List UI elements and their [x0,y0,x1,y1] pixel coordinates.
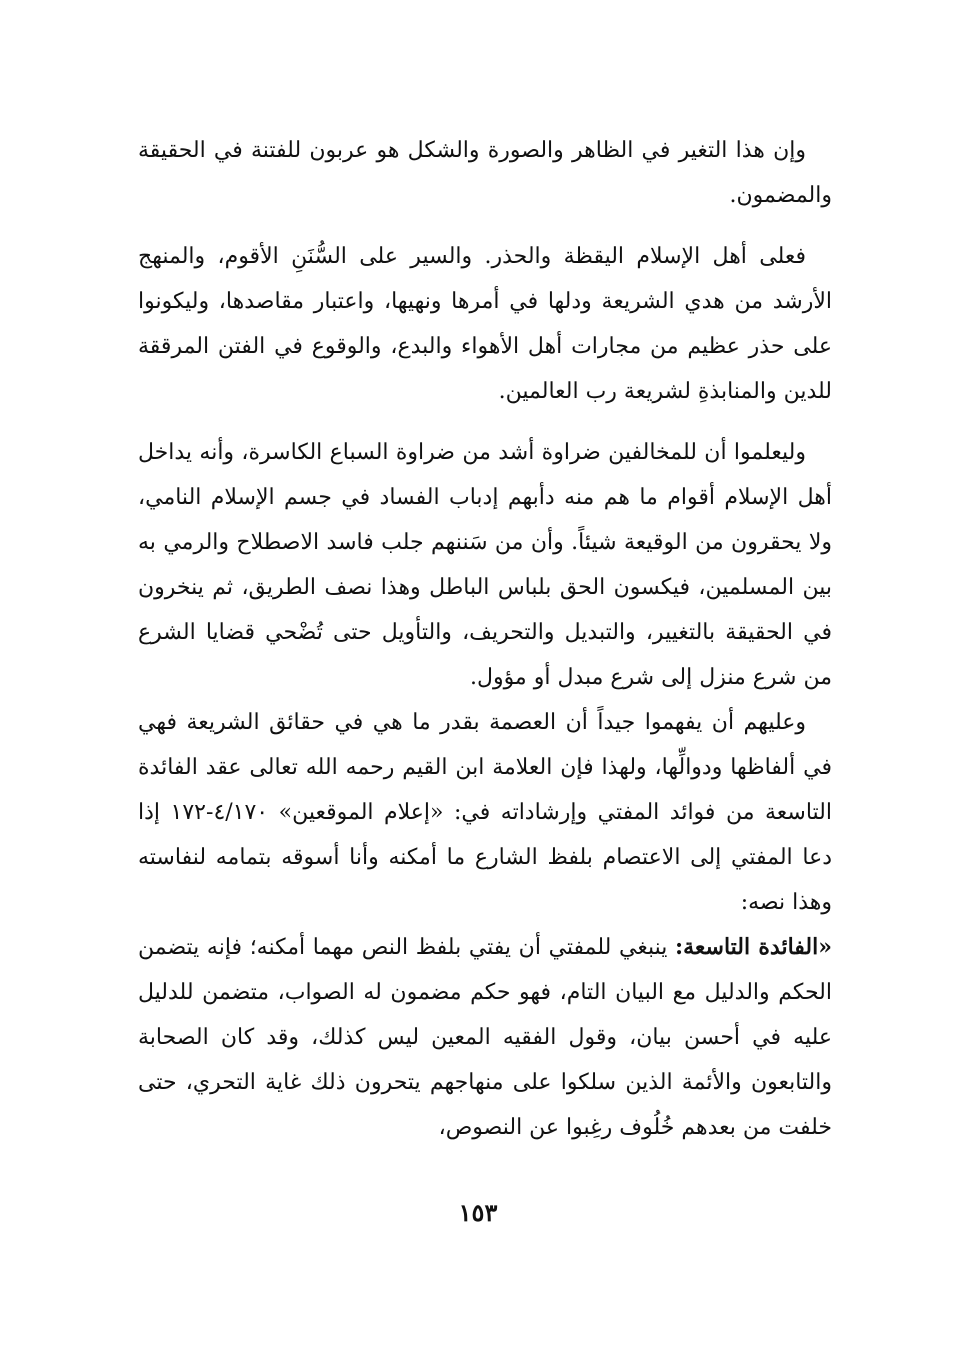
page-number: ١٥٣ [458,1198,498,1227]
quote-heading: «الفائدة التاسعة: [674,934,832,960]
quote-text: ينبغي للمفتي أن يفتي بلفظ النص مهما أمكنه؛ فإنه يتضمن الحكم والدليل مع البيان التام، فهو حكم مضمون له الصواب، متضمن للدليل عليه في أحسن بيان، وقول الفقيه المعين ليس كذلك، وقد كان الصحابة والتابعون والأئمة الذين سلكوا على منهاجهم يتحرون ذلك غاية التحري، حتى خلفت من بعدهم خُلُوف رغِبوا عن النصوص، [138,935,832,1140]
paragraph-4: وعليهم أن يفهموا جيداً أن العصمة بقدر ما هي في حقائق الشريعة فهي في ألفاظها ودوالِّها، ولهذا فإن العلامة ابن القيم رحمه الله تعالى عقد الفائدة التاسعة من فوائد المفتي وإرشاداته في: «إعلام الموقعين» ٤/١٧٠-١٧٢ إذا دعا المفتي إلى الاعتصام بلفظ الشارع ما أمكنه وأنا أسوقه بتمامه لنفاسته وهذا نصه: [138,710,832,915]
paragraph-1: وإن هذا التغير في الظاهر والصورة والشكل هو عربون للفتنة في الحقيقة والمضمون. [138,138,832,208]
paragraph-3: وليعلموا أن للمخالفين ضراوة أشد من ضراوة السباع الكاسرة، وأنه يداخل أهل الإسلام أقوام ما هم منه دأبهم إدباب الفساد في جسم الإسلام النامي، ولا يحقرون من الوقيعة شيئاً. وأن من سَننهم جلب فاسد الاصطلاح والرمي به بين المسلمين، فيكسون الحق بلباس الباطل وهذا نصف الطريق، ثم ينخرون في الحقيقة بالتغيير، والتبديل والتحريف، والتأويل حتى تُضْحي قضايا الشرع من شرع منزل إلى شرع مبدل أو مؤول. [138,440,832,690]
paragraph-2: فعلى أهل الإسلام اليقظة والحذر. والسير على السُّنَنِ الأقوم، والمنهج الأرشد من هدي الشريعة ودلها في أمرها ونهيها، واعتبار مقاصدها، وليكونوا على حذر عظيم من مجارات أهل الأهواء والبدع، والوقوع في الفتن المرققة للدين والمنابذةِ لشريعة رب العالمين. [138,244,832,404]
body-text [138,128,832,1150]
quote-paragraph [138,925,832,1150]
